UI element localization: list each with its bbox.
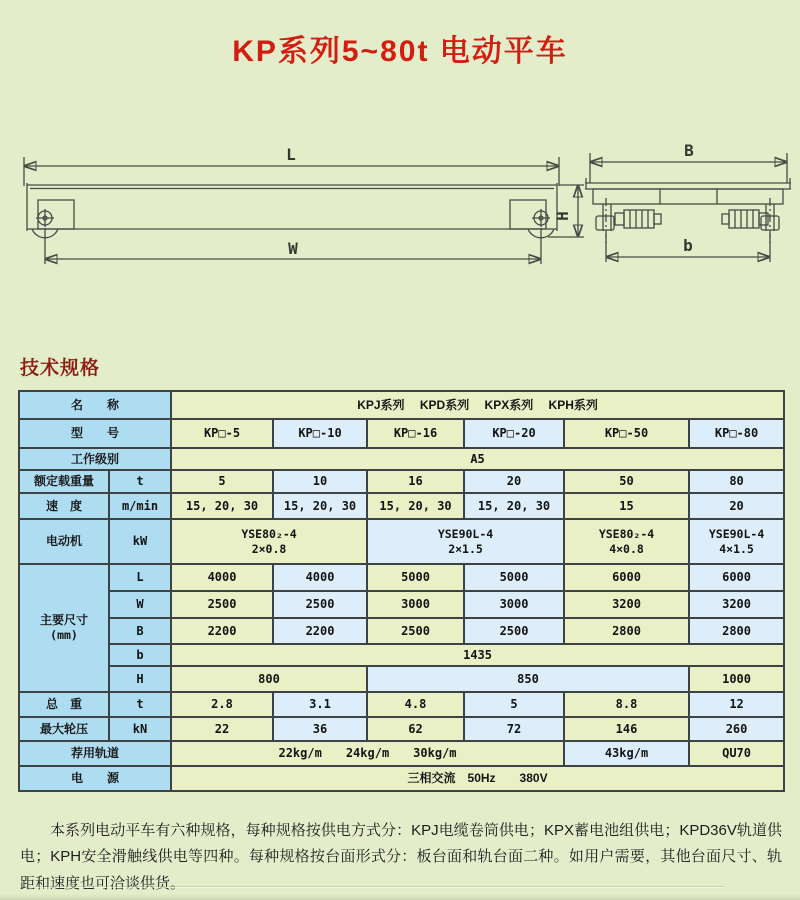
- spec-cell: 20: [689, 493, 784, 519]
- dim-label-W: W: [288, 239, 298, 258]
- row-dim-b: [19, 644, 784, 666]
- spec-cell: 260: [689, 717, 784, 741]
- footer-paragraph: 本系列电动平车有六种规格，每种规格按供电方式分：KPJ电缆卷筒供电；KPX蓄电池组供电；KPD36V轨道供电；KPH安全滑触线供电等四种。每种规格按台面形式分：板台面和轨台面二种。如用户需要，其他台面尺寸、轨距和速度也可洽谈供货。: [20, 822, 782, 892]
- dim-label-b: b: [683, 236, 693, 255]
- page-title: KP系列5~80t 电动平车: [232, 35, 568, 68]
- spec-cell: 2200: [171, 618, 273, 644]
- unit-cell: kN: [109, 717, 171, 741]
- spec-cell: 2500: [273, 591, 367, 618]
- unit-cell: m/min: [109, 493, 171, 519]
- row-label-name: 名 称: [19, 391, 171, 419]
- spec-table: [18, 390, 785, 792]
- motor-power: 4×0.8: [609, 541, 644, 556]
- row-name: [19, 391, 784, 419]
- spec-cell: KP□-5: [171, 419, 273, 448]
- spec-cell: 三相交流 50Hz 380V: [171, 766, 784, 791]
- row-speed: [19, 493, 784, 519]
- spec-cell: 22: [171, 717, 273, 741]
- spec-cell: 36: [273, 717, 367, 741]
- dim-label-H: H: [553, 211, 572, 221]
- dim-key-cell: W: [109, 591, 171, 618]
- spec-cell: 20: [464, 470, 564, 493]
- dim-key-cell: B: [109, 618, 171, 644]
- spec-cell: QU70: [689, 741, 784, 766]
- dims-label: 主要尺寸: [39, 613, 88, 628]
- spec-cell: A5: [171, 448, 784, 470]
- spec-cell: 3000: [464, 591, 564, 618]
- unit-cell: kW: [109, 519, 171, 564]
- row-duty-class: [19, 448, 784, 470]
- spec-cell: 15: [564, 493, 689, 519]
- spec-cell: 1435: [171, 644, 784, 666]
- spec-section-title: 技术规格: [20, 358, 101, 379]
- spec-cell: 3000: [367, 591, 464, 618]
- motor-power: 4×1.5: [719, 541, 754, 556]
- spec-cell: 50: [564, 470, 689, 493]
- spec-cell: 62: [367, 717, 464, 741]
- spec-cell: KP□-80: [689, 419, 784, 448]
- spec-cell: 3200: [564, 591, 689, 618]
- spec-cell: 8.8: [564, 692, 689, 717]
- row-rail: [19, 741, 784, 766]
- spec-cell: 2500: [171, 591, 273, 618]
- spec-cell: [564, 519, 689, 564]
- row-dim-B: [19, 618, 784, 644]
- spec-cell: 2.8: [171, 692, 273, 717]
- spec-cell: 16: [367, 470, 464, 493]
- end-view-diagram: [585, 141, 791, 262]
- motor-model: YSE80₂-4: [598, 526, 655, 541]
- row-label-model: 型 号: [19, 419, 171, 448]
- motor-power: 2×1.5: [448, 541, 483, 556]
- spec-cell: [367, 519, 564, 564]
- spec-cell: 850: [367, 666, 689, 692]
- motor-left: [615, 210, 661, 228]
- spec-cell: 72: [464, 717, 564, 741]
- spec-cell: KP□-50: [564, 419, 689, 448]
- spec-cell: 2200: [273, 618, 367, 644]
- spec-cell: 5: [464, 692, 564, 717]
- spec-cell: 2800: [689, 618, 784, 644]
- unit-cell: t: [109, 692, 171, 717]
- spec-cell: 3.1: [273, 692, 367, 717]
- spec-cell: [689, 519, 784, 564]
- dims-unit: (mm): [50, 627, 78, 642]
- spec-cell: 5000: [367, 564, 464, 591]
- row-label-weight: 总 重: [19, 692, 109, 717]
- row-dim-L: [19, 564, 784, 591]
- spec-cell: 2800: [564, 618, 689, 644]
- page-bottom-edge: [0, 894, 800, 900]
- spec-cell: 4000: [171, 564, 273, 591]
- row-motor: [19, 519, 784, 564]
- spec-cell: 15, 20, 30: [464, 493, 564, 519]
- spec-cell: 800: [171, 666, 367, 692]
- dim-label-L: L: [286, 145, 296, 164]
- spec-cell: KPJ系列 KPD系列 KPX系列 KPH系列: [171, 391, 784, 419]
- row-power: [19, 766, 784, 791]
- spec-cell: 15, 20, 30: [367, 493, 464, 519]
- spec-cell: 146: [564, 717, 689, 741]
- row-label-wheel-load: 最大轮压: [19, 717, 109, 741]
- row-label-motor: 电动机: [19, 519, 109, 564]
- spec-cell: 5000: [464, 564, 564, 591]
- spec-cell: KP□-20: [464, 419, 564, 448]
- spec-cell: 3200: [689, 591, 784, 618]
- row-label-duty: 工作级别: [19, 448, 171, 470]
- spec-cell: 15, 20, 30: [171, 493, 273, 519]
- spec-cell: 1000: [689, 666, 784, 692]
- motor-model: YSE90L-4: [708, 526, 765, 541]
- row-capacity: [19, 470, 784, 493]
- spec-cell: 4.8: [367, 692, 464, 717]
- row-label-power: 电 源: [19, 766, 171, 791]
- spec-cell: 5: [171, 470, 273, 493]
- spec-cell: 2500: [367, 618, 464, 644]
- row-model: [19, 419, 784, 448]
- row-weight: [19, 692, 784, 717]
- row-label-speed: 速 度: [19, 493, 109, 519]
- motor-model: YSE90L-4: [437, 526, 494, 541]
- spec-cell: 43kg/m: [564, 741, 689, 766]
- row-label-dimensions: [19, 564, 109, 692]
- row-wheel-load: [19, 717, 784, 741]
- dim-label-B: B: [684, 141, 694, 160]
- spec-cell: 4000: [273, 564, 367, 591]
- spec-cell: [171, 519, 367, 564]
- row-dim-W: [19, 591, 784, 618]
- technical-drawing: [0, 128, 800, 286]
- footer-divider: [36, 886, 724, 887]
- spec-cell: 10: [273, 470, 367, 493]
- end-frame: [593, 189, 783, 204]
- unit-cell: t: [109, 470, 171, 493]
- motor-model: YSE80₂-4: [241, 526, 297, 541]
- spec-cell: 22kg/m 24kg/m 30kg/m: [171, 741, 564, 766]
- dim-key-cell: b: [109, 644, 171, 666]
- spec-cell: 6000: [564, 564, 689, 591]
- dim-key-cell: L: [109, 564, 171, 591]
- spec-cell: 6000: [689, 564, 784, 591]
- row-label-rail: 荐用轨道: [19, 741, 171, 766]
- spec-cell: 2500: [464, 618, 564, 644]
- spec-cell: 12: [689, 692, 784, 717]
- row-dim-H: [19, 666, 784, 692]
- side-view-diagram: [24, 145, 584, 264]
- spec-cell: KP□-10: [273, 419, 367, 448]
- row-label-capacity: 额定载重量: [19, 470, 109, 493]
- motor-power: 2×0.8: [251, 541, 287, 556]
- spec-cell: 80: [689, 470, 784, 493]
- spec-cell: KP□-16: [367, 419, 464, 448]
- spec-cell: 15, 20, 30: [273, 493, 367, 519]
- dim-key-cell: H: [109, 666, 171, 692]
